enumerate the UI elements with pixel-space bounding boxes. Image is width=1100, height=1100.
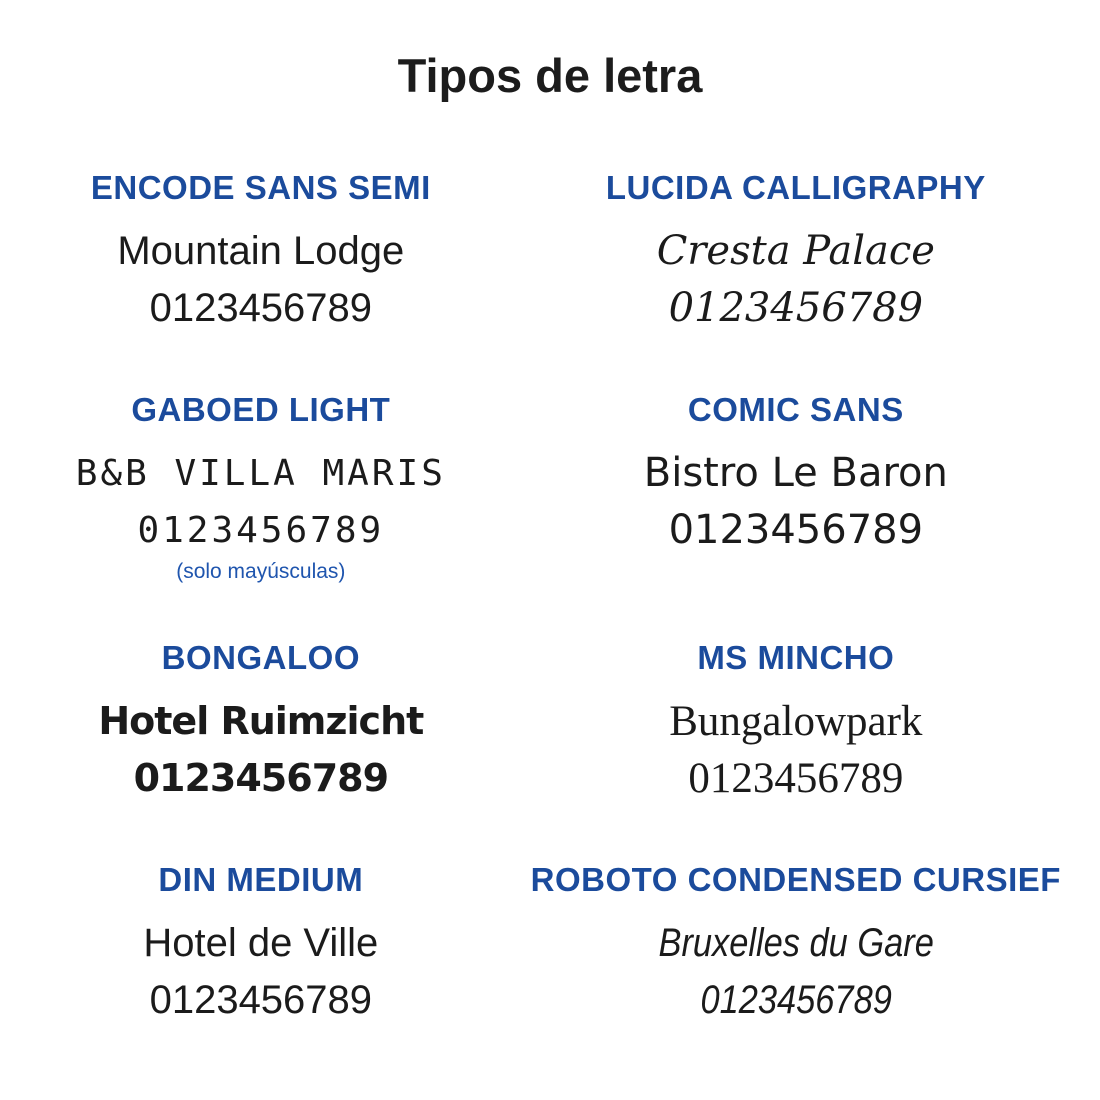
font-specimen-bongaloo	[20, 639, 502, 807]
specimen-grid	[20, 169, 1080, 1029]
font-sample-text: Cresta Palace	[656, 228, 935, 274]
font-specimen-lucida-calligraphy	[512, 169, 1080, 337]
font-sample-digits: 0123456789	[149, 978, 373, 1022]
font-name: LUCIDA CALLIGRAPHY	[605, 169, 986, 206]
font-sample-text: Hotel Ruimzicht	[98, 699, 424, 743]
font-sample-digits: 0123456789	[700, 978, 892, 1022]
font-sample-text: Bruxelles du Gare	[658, 921, 934, 965]
font-sample-digits: 0123456789	[149, 286, 373, 330]
font-name: GABOED LIGHT	[131, 391, 391, 428]
font-sample-text: Bungalowpark	[669, 698, 923, 745]
page-title: Tipos de letra	[397, 49, 703, 102]
font-specimen-encode-sans-semi	[20, 169, 502, 337]
uppercase-only-note: (solo mayúsculas)	[176, 560, 346, 583]
font-name: MS MINCHO	[697, 639, 895, 676]
font-specimen-ms-mincho	[512, 639, 1080, 807]
font-sample-text: Mountain Lodge	[117, 229, 405, 273]
font-name: ENCODE SANS SEMI	[90, 169, 431, 206]
font-name: BONGALOO	[161, 639, 360, 676]
font-name: DIN MEDIUM	[158, 861, 364, 898]
font-sample-digits: 0123456789	[668, 285, 924, 331]
font-name: COMIC SANS	[687, 391, 904, 428]
font-sample-digits: 0123456789	[137, 510, 385, 551]
font-sample-digits: 0123456789	[668, 507, 924, 553]
font-sample-digits: 0123456789	[133, 756, 389, 800]
font-specimen-comic-sans	[512, 391, 1080, 585]
font-specimen-din-medium	[20, 861, 502, 1029]
font-sample-digits: 0123456789	[688, 755, 904, 802]
font-specimen-gaboed-light	[20, 391, 502, 585]
font-sample-text: Bistro Le Baron	[643, 450, 948, 496]
font-specimen-roboto-condensed-cursief	[512, 861, 1080, 1029]
font-name: ROBOTO CONDENSED CURSIEF	[530, 861, 1061, 898]
font-sample-text: B&B VILLA MARIS	[75, 453, 446, 494]
font-sample-text: Hotel de Ville	[143, 921, 379, 965]
